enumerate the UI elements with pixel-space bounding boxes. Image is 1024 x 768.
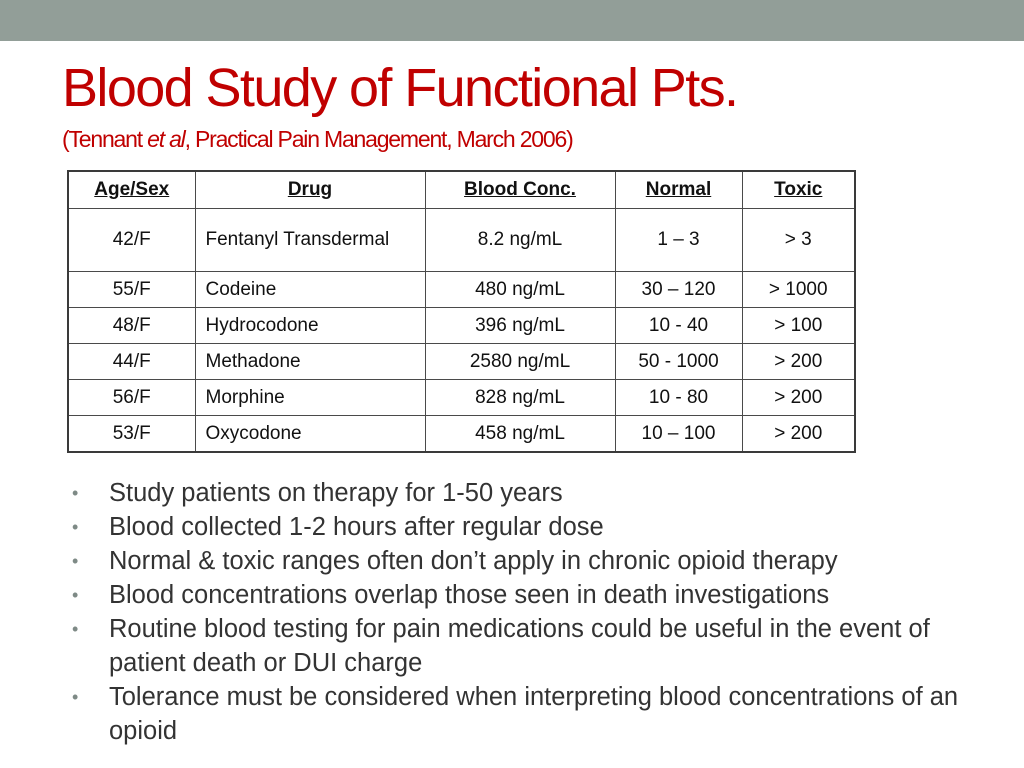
slide-title: Blood Study of Functional Pts. — [62, 58, 738, 118]
slide-subtitle — [62, 122, 573, 156]
age-sex-cell: 42/F — [68, 209, 195, 272]
bullet-marker: • — [72, 619, 79, 639]
toxic-range-cell: > 200 — [742, 380, 855, 416]
bullet-marker: • — [72, 483, 79, 503]
normal-range-cell: 10 - 80 — [615, 380, 742, 416]
toxic-range-cell: > 200 — [742, 416, 855, 453]
toxic-range-cell: > 100 — [742, 308, 855, 344]
bullet-text: Study patients on therapy for 1-50 years — [109, 479, 563, 507]
column-header-normal: Normal — [615, 171, 742, 209]
table-row — [68, 344, 855, 380]
drug-cell: Hydrocodone — [195, 308, 425, 344]
age-sex-cell: 55/F — [68, 272, 195, 308]
bullet-text: Routine blood testing for pain medications could be useful in the event of patient death or DUI charge — [109, 615, 930, 677]
column-header-toxic: Toxic — [742, 171, 855, 209]
column-header-age-sex: Age/Sex — [68, 171, 195, 209]
age-sex-cell: 53/F — [68, 416, 195, 453]
bullet-text: Blood collected 1-2 hours after regular dose — [109, 513, 604, 541]
bullet-text: Blood concentrations overlap those seen in death investigations — [109, 581, 830, 609]
table-row — [68, 308, 855, 344]
subtitle-source: , Practical Pain Management, March 2006) — [184, 126, 573, 152]
table-header-row — [68, 171, 855, 209]
column-header-drug: Drug — [195, 171, 425, 209]
normal-range-cell: 10 - 40 — [615, 308, 742, 344]
drug-cell: Oxycodone — [195, 416, 425, 453]
bullet-item — [72, 510, 972, 544]
normal-range-cell: 1 – 3 — [615, 209, 742, 272]
bullet-item — [72, 476, 972, 510]
blood-conc-cell: 828 ng/mL — [425, 380, 615, 416]
blood-conc-cell: 8.2 ng/mL — [425, 209, 615, 272]
blood-conc-cell: 458 ng/mL — [425, 416, 615, 453]
blood-conc-cell: 396 ng/mL — [425, 308, 615, 344]
drug-cell: Codeine — [195, 272, 425, 308]
blood-conc-cell: 480 ng/mL — [425, 272, 615, 308]
drug-cell: Methadone — [195, 344, 425, 380]
bullet-text: Tolerance must be considered when interpreting blood concentrations of an opioid — [109, 683, 959, 745]
toxic-range-cell: > 200 — [742, 344, 855, 380]
normal-range-cell: 30 – 120 — [615, 272, 742, 308]
table-row — [68, 272, 855, 308]
bullet-item — [72, 578, 972, 612]
bullet-marker: • — [72, 687, 79, 707]
drug-cell: Morphine — [195, 380, 425, 416]
age-sex-cell: 48/F — [68, 308, 195, 344]
subtitle-open-paren: ( — [62, 126, 69, 152]
toxic-range-cell: > 3 — [742, 209, 855, 272]
top-bar — [0, 0, 1024, 41]
drug-cell: Fentanyl Transdermal — [195, 209, 425, 272]
bullet-marker: • — [72, 517, 79, 537]
column-header-blood-conc: Blood Conc. — [425, 171, 615, 209]
bullet-marker: • — [72, 585, 79, 605]
bullet-item — [72, 544, 972, 578]
bullet-item — [72, 680, 972, 748]
bullet-text: Normal & toxic ranges often don’t apply in chronic opioid therapy — [109, 547, 838, 575]
blood-study-table — [67, 170, 856, 453]
bullet-list — [72, 476, 972, 748]
blood-conc-cell: 2580 ng/mL — [425, 344, 615, 380]
normal-range-cell: 50 - 1000 — [615, 344, 742, 380]
subtitle-author: Tennant — [68, 126, 148, 152]
bullet-item — [72, 612, 972, 680]
subtitle-et-al: et al — [147, 126, 185, 152]
table-row — [68, 209, 855, 272]
table-row — [68, 416, 855, 453]
bullet-marker: • — [72, 551, 79, 571]
normal-range-cell: 10 – 100 — [615, 416, 742, 453]
age-sex-cell: 44/F — [68, 344, 195, 380]
toxic-range-cell: > 1000 — [742, 272, 855, 308]
table-row — [68, 380, 855, 416]
age-sex-cell: 56/F — [68, 380, 195, 416]
